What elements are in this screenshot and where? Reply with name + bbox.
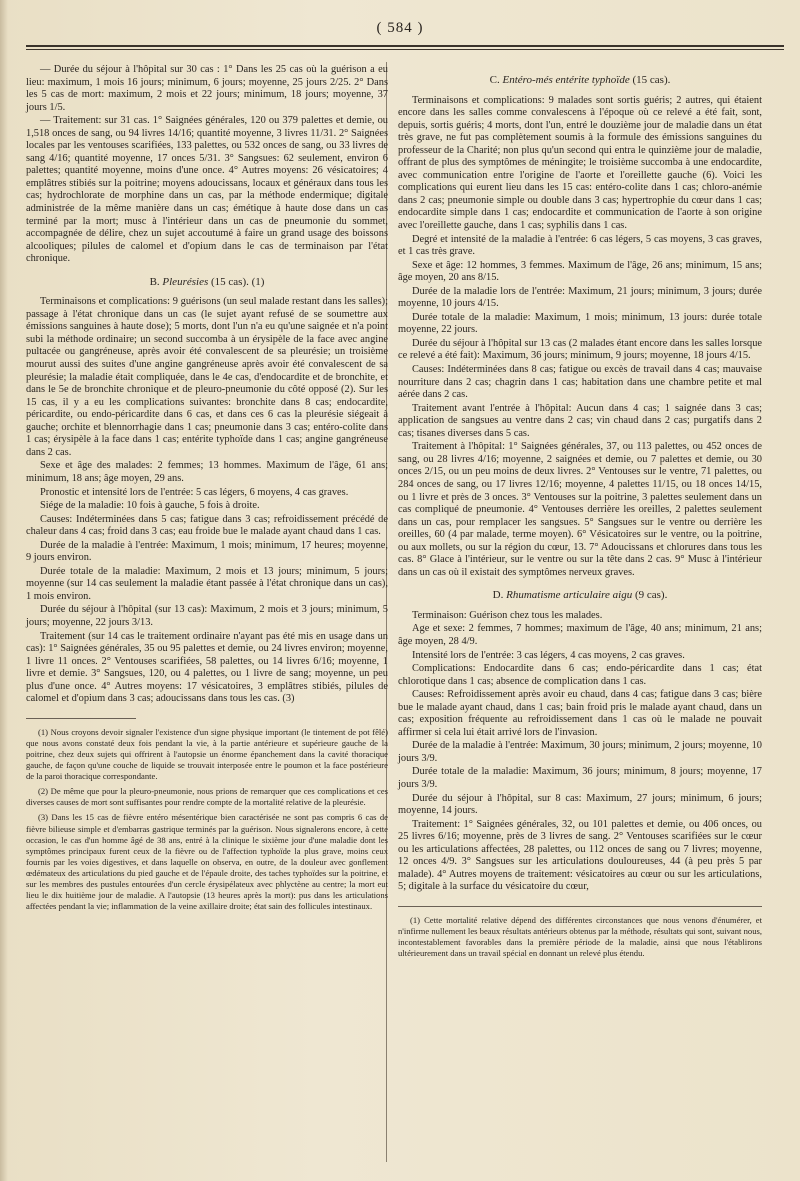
paragraph: Terminaison: Guérison chez tous les malades.	[412, 609, 603, 621]
paragraph: Durée du séjour à l'hôpital (sur 13 cas): Maximum, 2 mois et 3 jours; minimum, 5 jours; moyenne, 22 jours 3/13.	[26, 604, 388, 628]
paragraph: — Traitement: sur 31 cas. 1° Saignées générales, 120 ou 379 palettes et demie, ou 1,518 onces de sang, ou 94 livres 14/16; quantité moyenne, 3 livres 11/31. 2° Saignées locales par les ventouses scarifiées, 133 palettes, ou 532 onces de sang, ou 33 livres de sang 4/16; quantité moyenne, 17 onces 5/31. 3° Sangsues: 62 seulement, environ 6 palettes; quantité moyenne, moins d'une once. 4° Autres moyens: 26 vésicatoires; 4 emplâtres stibiés sur la poitrine; moyens adoucissans, locaux et généraux dans tous les cas; hydrochlorate de morphine dans un cas, par la méthode endermique; digitale administrée de la même manière dans un cas; émétique à haute dose dans un cas terminé par la mort; musc à l'intérieur dans un cas de pneumonie du sommet, accompagnée de délire, chez un sujet accoutumé à faire un grand usage des boissons alcooliques; pilules de calomel et d'opium dans le cas de terminaison par l'état chronique.	[26, 115, 388, 265]
paragraph: Causes: Refroidissement après avoir eu chaud, dans 4 cas; fatigue dans 3 cas; bière bue le malade ayant chaud, dans 1 cas; bain froid pris le malade ayant chaud, dans un cas; exposition fréquente au refroidissement dans 1 cas où le malade ne pouvait affirmer si cela lui était arrivé lors de l'invasion.	[398, 689, 762, 738]
footnote: (1) Cette mortalité relative dépend des différentes circonstances que nous venons d'énumérer, et n'infirme nullement les beaux résultats antérieurs obtenus par la méthode, résultats qui sont, suivant nous, incontestablement favorables dans la première période de la maladie, ainsi que nous l'établirons ultérieurement dans un travail spécial en donnant un relevé plus étendu.	[398, 914, 762, 959]
header-rule-thin	[26, 49, 784, 50]
footnote: (1) Nous croyons devoir signaler l'existence d'un signe physique important (le tintement de pot fêlé) que nous avons constaté deux fois pendant la vie, à la partie antérieure et supérieure gauche de la poitrine, chez deux sujets qui offrirent à l'autopsie un énorme épanchement dans la cavité thoracique gauche, de façon qu'une couche de liquide se trouvait interposée entre le poumon et la face postérieure de la paroi thoracique correspondante.	[26, 726, 388, 782]
paragraph: Degré et intensité de la maladie à l'entrée: 6 cas légers, 5 cas moyens, 3 cas graves, et 1 cas très grave.	[398, 233, 762, 258]
footnote-separator	[398, 906, 762, 907]
section-title: Rhumatisme articulaire aigu	[506, 589, 633, 602]
paragraph: Traitement: 1° Saignées générales, 32, ou 101 palettes et demie, ou 406 onces, ou 25 livres 6/16; moyenne, près de 3 livres de sang. 2° Ventouses scarifiées sur le cœur ou les articulations affectées, 28 palettes, ou 112 onces de sang ou 7 livres; moyenne, 12 onces 4/9. 3° Sangsues sur les articulations douloureuses, 44 (à peu près 5 par malade). 4° Autres moyens de traitement: vésicatoires au cœur ou sur les articulations, 5; digitale à la surface du vésicatoire du cœur,	[398, 818, 762, 893]
paragraph: Terminaisons et complications: 9 guérisons (un seul malade restant dans les salles); passage à l'état chronique dans un cas (le sujet ayant refusé de se soumettre aux émissions sanguines à haute dose); 5 morts, dont l'un n'a eu qu'une saignée et n'a point subi la méthode ordinaire; un second succomba à un érysipèle de la face avec angine pultacée ou gangréneuse, après avoir été convalescent de sa pleurésie; un troisième mourut aussi des suites d'une angine gangréneuse après avoir été convalescent de sa pleurésie; la maladie était compliquée, dans le 4e cas, d'endocardite et de bronchite, et dans le 5e de bronchite chronique et de pleuro-pneumonie du côté opposé (2). Sur les 15 cas, il y a eu les complications suivantes: bronchite dans 8 cas; endocardite, péricardite, ou endo-péricardite dans 6 cas, et dans ces 6 cas la pleurésie siégeait à gauche; orchite et blennorrhagie dans 1 cas; pneumonie dans 3 cas; entéro-colite dans 1 cas; érysipèle à la face dans 1 cas; entérite typhoïde dans 1 cas; angine gangréneuse dans 2 cas.	[26, 296, 388, 458]
left-column	[26, 64, 388, 916]
section-heading-c	[398, 74, 762, 87]
section-count: (9 cas).	[634, 589, 668, 602]
paragraph: Pronostic et intensité lors de l'entrée: 5 cas légers, 6 moyens, 4 cas graves.	[40, 486, 349, 498]
section-letter: B.	[149, 275, 160, 288]
section-title: Entéro-més entérite typhoïde	[502, 74, 630, 86]
footnote-separator	[26, 718, 136, 719]
paragraph: Causes: Indéterminées dans 5 cas; fatigue dans 3 cas; refroidissement précédé de chaleur dans 4 cas; froid dans 3 cas; eau froide bue le malade ayant chaud dans 1 cas.	[26, 513, 388, 538]
paragraph: Sexe et âge des malades: 2 femmes; 13 hommes. Maximum de l'âge, 61 ans; minimum, 18 ans; âge moyen, 29 ans.	[26, 460, 388, 484]
footnotes-right	[398, 915, 762, 959]
paragraph: Durée de la maladie à l'entrée: Maximum, 30 jours; minimum, 2 jours; moyenne, 10 jours 3/9.	[398, 740, 762, 764]
section-count: (15 cas).	[632, 74, 671, 86]
section-letter: C.	[489, 74, 500, 86]
footnotes-left	[26, 727, 388, 913]
right-column	[398, 64, 762, 963]
footnote: (3) Dans les 15 cas de fièvre entéro mésentérique bien caractérisée ne sont pas compris 6 cas de fièvre bilieuse simple et d'embarras gastrique terminés par la guérison. Nous signalerons encore, à cette occasion, le cas d'un homme âgé de 38 ans, entré à la clinique le sixième jour d'une maladie dont les symptômes principaux furent ceux de la fièvre ou de l'affection typhoïde la plus grave, moins ceux fournis par les voies digestives, et dans laquelle on observa, en outre, de la douleur avec gonflement œdémateux des articulations du pied gauche et de l'épaule droite, des taches typhoïdes sur la poitrine, et sur les membres des pustules entourées d'un cercle érysipélateux avec phlyctène au centre; la mort eut lieu le dix huitième jour de maladie. A l'autopsie (13 heures après la mort): pus dans les articulations affectées pendant la vie; inflammation de la veine axillaire droite; état sain des follicules intestinaux.	[26, 812, 388, 912]
paragraph: Siége de la maladie: 10 fois à gauche, 5 fois à droite.	[40, 500, 260, 512]
paragraph: Durée totale de la maladie: Maximum, 1 mois; minimum, 13 jours: durée totale moyenne, 22 jours.	[398, 311, 762, 336]
paragraph: Causes: Indéterminées dans 8 cas; fatigue ou excès de travail dans 4 cas; mauvaise nourriture dans 2 cas; chagrin dans 1 cas; habitation dans une chambre petite et mal aérée dans 2 cas.	[398, 364, 762, 401]
footnote: (2) De même que pour la pleuro-pneumonie, nous prions de remarquer que ces complications et ces diverses causes de mort sont suffisantes pour rendre compte de la mortalité relative de la pleurésie.	[26, 786, 388, 808]
paragraph: Complications: Endocardite dans 6 cas; endo-péricardite dans 1 cas; état chlorotique dans 1 cas; absence de complication dans 1 cas.	[398, 663, 762, 687]
section-letter: D.	[492, 589, 504, 602]
paragraph: Durée de la maladie à l'entrée: Maximum, 1 mois; minimum, 17 heures; moyenne, 9 jours environ.	[26, 539, 388, 564]
paragraph: Durée du séjour à l'hôpital, sur 8 cas: Maximum, 27 jours; minimum, 6 jours; moyenne, 14 jours.	[398, 792, 762, 817]
header-rule	[26, 45, 784, 47]
paragraph: Traitement à l'hôpital: 1° Saignées générales, 37, ou 113 palettes, ou 452 onces de sang, ou 28 livres 4/16; moyenne, 2 saignées et demie, ou 7 palettes et demie, ou 30 onces 2/15, ou un peu moins de deux livres. 2° Ventouses sur le ventre, 71 palettes, ou 284 onces de sang, ou 17 livres 12/16; moyenne, 4 palettes 11/15, ou 18 onces 14/15, ou 1 livre et près de 3 onces. 3° Ventouses sur la poitrine, 3 palettes seulement dans un cas compliqué de pneumonie. 4° Ventouses derrière les oreilles, 2 palettes seulement dans un cas, pour remplacer les sangsues. 5° Sangsues sur le ventre ou derrière les oreilles, 60 (4 par malade, terme moyen). 6° Vésicatoires sur le ventre, ou la poitrine, ou aux mollets, ou sur la région du cœur, 13. 7° Adoucissans et chlorures dans tous les cas. 8° Glace à l'intérieur, sur le ventre ou sur la tête dans 2 cas. 9° Musc à l'intérieur dans un cas où il existait des symptômes nerveux graves.	[398, 441, 762, 578]
section-heading-b	[26, 276, 388, 289]
paragraph: Durée du séjour à l'hôpital sur 13 cas (2 malades étant encore dans les salles lorsque ce relevé a été fait): Maximum, 36 jours; minimum, 9 jours; moyenne, 18 jours 4/15.	[398, 337, 762, 362]
paragraph: Durée totale de la maladie: Maximum, 36 jours; minimum, 8 jours; moyenne, 17 jours 3/9.	[398, 766, 762, 790]
page-edge-shadow	[0, 0, 8, 1181]
paragraph: Terminaisons et complications: 9 malades sont sortis guéris; 2 autres, qui étaient encore dans les salles comme convalescens à l'époque où ce relevé a été fait, sont, depuis, sortis guéris; 4 morts, dont l'un, entré le douzième jour de maladie dans un état très grave, ne fut pas complètement soumis à la formule des émissions sanguines du professeur de la Charité; non plus qu'un second qui entra le quinzième jour de maladie, offrant de plus des symptômes de méningite; le troisième succomba à une endocardite, avec communication entre l'origine de l'aorte et l'oreillette gauche (6). Voici les complications qui eurent lieu dans les 15 cas: entéro-colite dans 1 cas; chloro-anémie dans 2 cas; pneumonie simple ou double dans 3 cas; hypertrophie du cœur dans 1 cas; endocardite simple dans 1 cas; endocardite et communication de l'aorte à son origine avec l'oreillette gauche, dans 1 cas; syphilis dans 1 cas.	[398, 94, 762, 232]
section-title: Pleurésies	[162, 275, 209, 288]
paragraph: Intensité lors de l'entrée: 3 cas légers, 4 cas moyens, 2 cas graves.	[412, 649, 685, 661]
paragraph: Traitement avant l'entrée à l'hôpital: Aucun dans 4 cas; 1 saignée dans 3 cas; application de sangsues au ventre dans 2 cas; vin chaud dans 2 cas; purgatifs dans 2 cas; tisanes diverses dans 5 cas.	[398, 402, 762, 439]
page-number: ( 584 )	[376, 20, 424, 36]
section-heading-d	[398, 589, 762, 602]
section-count: (15 cas). (1)	[210, 275, 265, 288]
paragraph: Durée de la maladie lors de l'entrée: Maximum, 21 jours; minimum, 3 jours; durée moyenne, 10 jours 4/15.	[398, 285, 762, 310]
paragraph: Sexe et âge: 12 hommes, 3 femmes. Maximum de l'âge, 26 ans; minimum, 15 ans; âge moyen, 20 ans 8/15.	[398, 259, 762, 284]
paragraph: Traitement (sur 14 cas le traitement ordinaire n'ayant pas été mis en usage dans un cas): 1° Saignées générales, 35 ou 95 palettes et demie, ou 24 livres environ; moyenne, 1 livre 11 onces. 2° Ventouses scarifiées, 58 palettes, ou 14 livres 6/16; moyenne, 1 livre et demie. 3° Sangsues, 120, ou 4 palettes, ou 1 livre de sang; moyenne, un peu plus d'une once. 4° Autres moyens: 17 vésicatoires, 3 emplâtres stibiés, pilules de calomel et d'opium dans 3 cas; adoucissans dans tous les cas. (3)	[26, 630, 388, 705]
paragraph: — Durée du séjour à l'hôpital sur 30 cas : 1° Dans les 25 cas où la guérison a eu lieu: maximum, 1 mois 16 jours; minimum, 6 jours; moyenne, 25 jours 2/25. 2° Dans les 5 cas de mort: maximum, 2 mois et 22 jours; minimum, 18 jours; moyenne, 37 jours 1/5.	[26, 64, 388, 113]
paragraph: Durée totale de la maladie: Maximum, 2 mois et 13 jours; minimum, 5 jours; moyenne (sur 14 cas seulement la maladie étant passée à l'état chronique dans un cas), 1 mois environ.	[26, 565, 388, 602]
paragraph: Age et sexe: 2 femmes, 7 hommes; maximum de l'âge, 40 ans; minimum, 21 ans; âge moyen, 28 4/9.	[398, 623, 762, 647]
